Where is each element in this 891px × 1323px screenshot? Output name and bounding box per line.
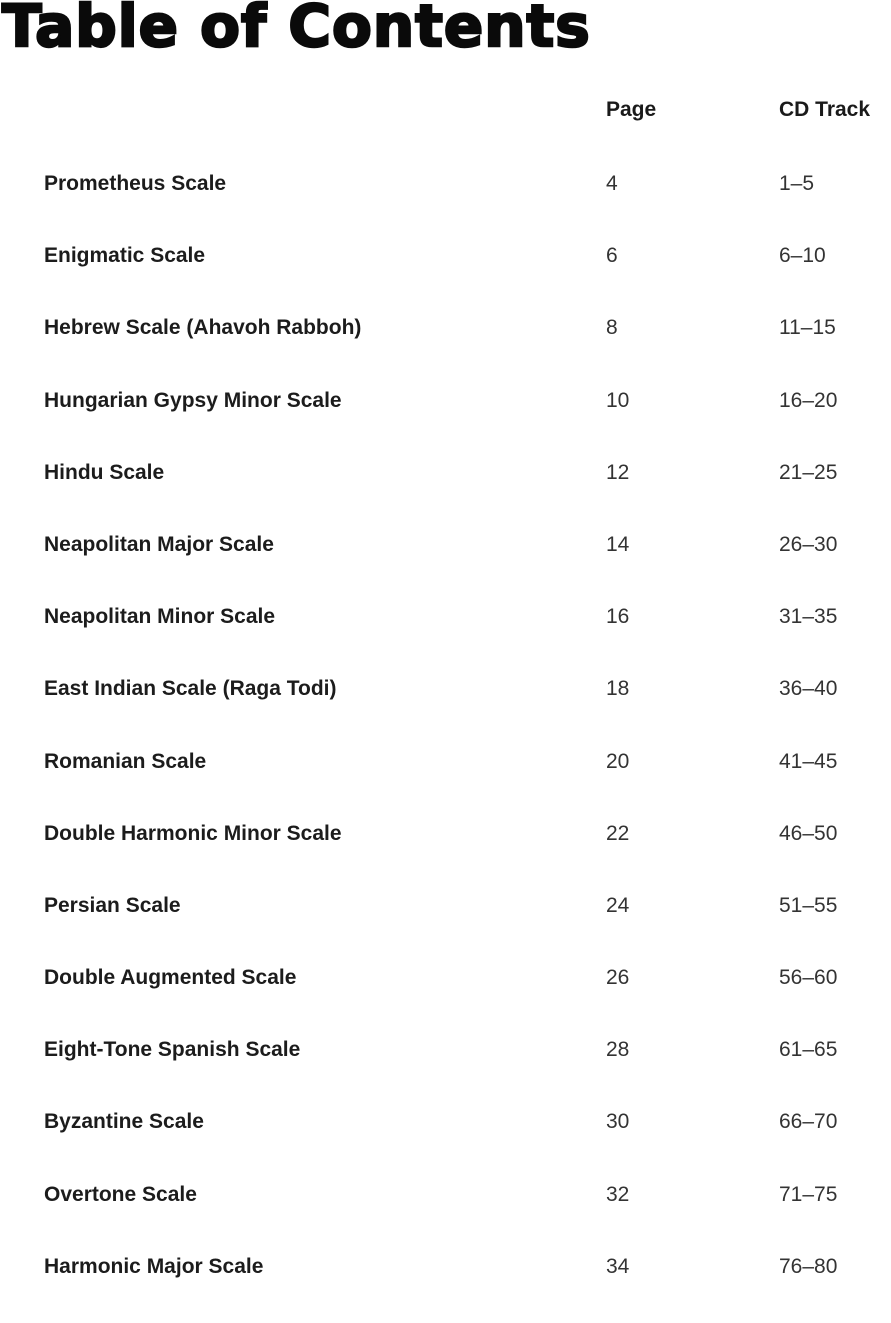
- toc-entry-title: Double Augmented Scale: [44, 966, 297, 990]
- toc-entry-cd-track: 36–40: [779, 677, 838, 701]
- toc-entry: [0, 168, 891, 240]
- toc-entry-title: Prometheus Scale: [44, 172, 227, 195]
- toc-entry: [0, 1251, 891, 1323]
- toc-entry: [0, 312, 891, 384]
- toc-entry-page: 18: [606, 677, 630, 701]
- toc-entry-title: Neapolitan Major Scale: [44, 532, 274, 556]
- toc-entry-cd-track: 56–60: [779, 966, 838, 990]
- toc-entry: [0, 890, 891, 962]
- column-header-cd-track: CD Track: [779, 98, 871, 121]
- toc-entry-page: 32: [606, 1182, 630, 1206]
- toc-entry: [0, 1106, 891, 1178]
- toc-entry-page: 14: [606, 532, 630, 556]
- toc-entry-cd-track: 1–5: [779, 172, 815, 195]
- toc-entry-page: 10: [606, 388, 630, 412]
- toc-entry-page: 24: [606, 893, 630, 917]
- toc-entry-cd-track: 46–50: [779, 821, 838, 845]
- toc-entry-cd-track: 26–30: [779, 532, 838, 556]
- toc-entry-title: Enigmatic Scale: [44, 244, 206, 268]
- toc-entry-page: 34: [606, 1254, 630, 1278]
- toc-entry-cd-track: 21–25: [779, 460, 838, 484]
- toc-entry-cd-track: 41–45: [779, 749, 838, 773]
- toc-entry-title: Neapolitan Minor Scale: [44, 605, 276, 629]
- toc-entry-title: Byzantine Scale: [44, 1110, 204, 1134]
- toc-entry-cd-track: 71–75: [779, 1182, 838, 1206]
- toc-entry: [0, 529, 891, 601]
- toc-entry: [0, 1179, 891, 1251]
- toc-entry-page: 30: [606, 1110, 630, 1134]
- toc-entry-page: 12: [606, 460, 630, 484]
- page-title: Table of Contents: [2, 0, 591, 60]
- toc-entry-cd-track: 76–80: [779, 1254, 838, 1278]
- toc-entry-page: 26: [606, 966, 630, 990]
- toc-entry: [0, 457, 891, 529]
- toc-entry-page: 16: [606, 605, 630, 629]
- toc-entry-title: Overtone Scale: [44, 1182, 197, 1206]
- toc-entry: [0, 673, 891, 745]
- toc-entry-cd-track: 6–10: [779, 244, 826, 268]
- toc-entry-page: 6: [606, 244, 618, 268]
- toc-entry-page: 22: [606, 821, 630, 845]
- toc-entry-title: East Indian Scale (Raga Todi): [44, 677, 337, 701]
- toc-entry-cd-track: 66–70: [779, 1110, 838, 1134]
- toc-entry-cd-track: 61–65: [779, 1038, 838, 1062]
- toc-entry-title: Harmonic Major Scale: [44, 1254, 264, 1278]
- toc-entry: [0, 962, 891, 1034]
- toc-entry-title: Persian Scale: [44, 893, 181, 917]
- toc-entry-title: Hungarian Gypsy Minor Scale: [44, 388, 342, 412]
- toc-entry-cd-track: 31–35: [779, 605, 838, 629]
- toc-entry: [0, 746, 891, 818]
- toc-entry-page: 4: [606, 172, 618, 195]
- toc-list: [0, 168, 891, 1323]
- toc-entry: [0, 240, 891, 312]
- column-header-page: Page: [606, 98, 657, 121]
- toc-entry-page: 28: [606, 1038, 630, 1062]
- toc-entry: [0, 818, 891, 890]
- toc-entry: [0, 385, 891, 457]
- toc-entry-cd-track: 11–15: [779, 316, 836, 340]
- toc-entry-cd-track: 51–55: [779, 893, 838, 917]
- toc-entry: [0, 601, 891, 673]
- toc-entry-page: 20: [606, 749, 630, 773]
- toc-entry-title: Double Harmonic Minor Scale: [44, 821, 342, 845]
- toc-entry-title: Hebrew Scale (Ahavoh Rabboh): [44, 316, 362, 340]
- toc-entry-cd-track: 16–20: [779, 388, 838, 412]
- toc-entry: [0, 1034, 891, 1106]
- toc-entry-title: Romanian Scale: [44, 749, 207, 773]
- toc-entry-title: Eight-Tone Spanish Scale: [44, 1038, 301, 1062]
- toc-entry-title: Hindu Scale: [44, 460, 165, 484]
- toc-entry-page: 8: [606, 316, 618, 340]
